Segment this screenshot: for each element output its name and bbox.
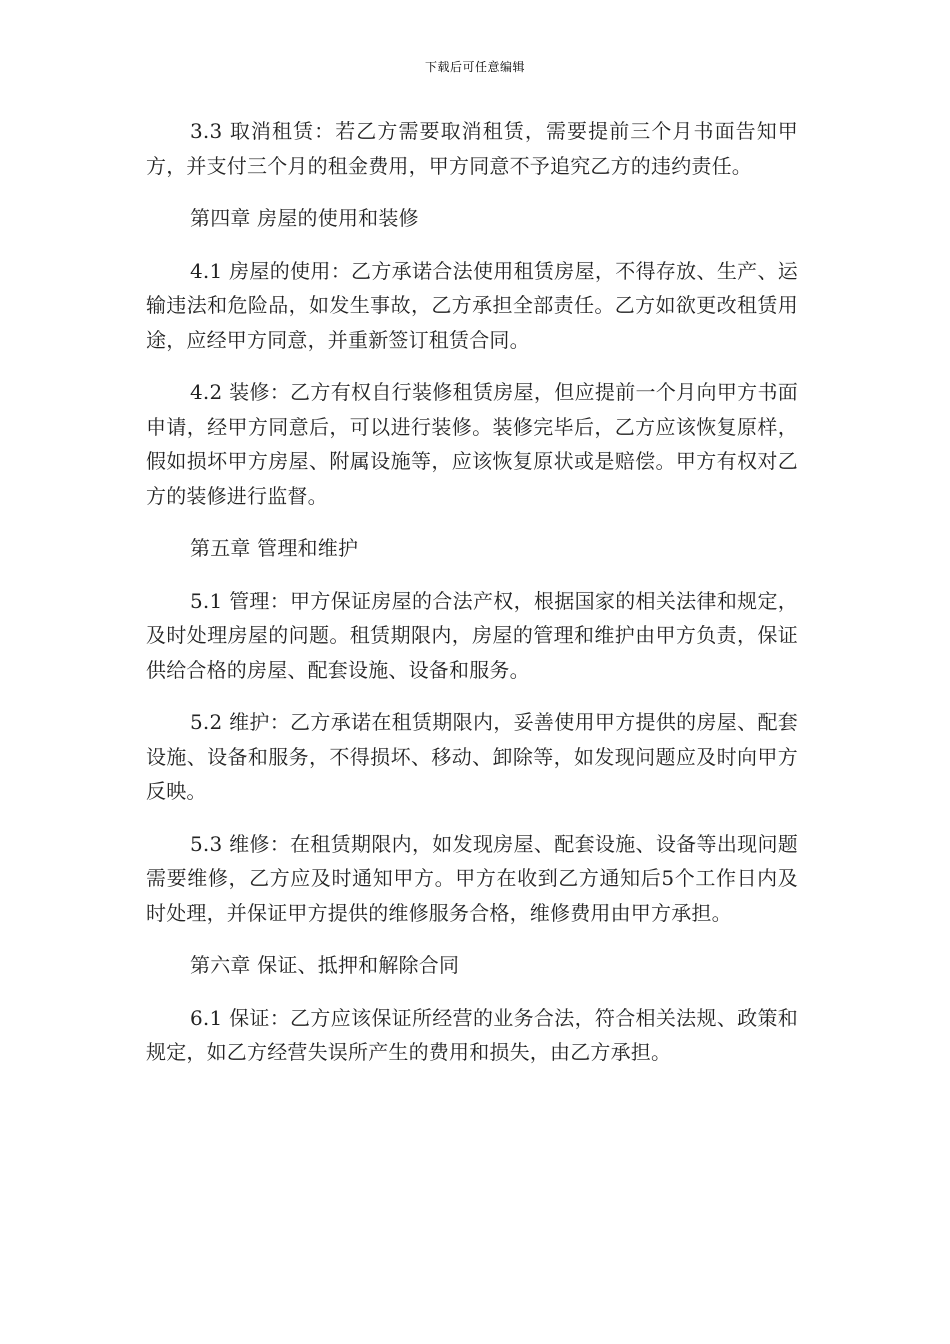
- clause-3-3: 3.3 取消租赁：若乙方需要取消租赁，需要提前三个月书面告知甲方，并支付三个月的租金费用，甲方同意不予追究乙方的违约责任。: [146, 119, 798, 178]
- clause-5-2: 5.2 维护：乙方承诺在租赁期限内，妥善使用甲方提供的房屋、配套设施、设备和服务，不得损坏、移动、卸除等，如发现问题应及时向甲方反映。: [146, 710, 798, 803]
- clause-5-1: 5.1 管理：甲方保证房屋的合法产权，根据国家的相关法律和规定，及时处理房屋的问题。租赁期限内，房屋的管理和维护由甲方负责，保证供给合格的房屋、配套设施、设备和服务。: [146, 588, 798, 682]
- chapter-4-title: 第四章 房屋的使用和装修: [190, 206, 419, 230]
- clause-4-2: 4.2 装修：乙方有权自行装修租赁房屋，但应提前一个月向甲方书面申请，经甲方同意后，可以进行装修。装修完毕后，乙方应该恢复原样，假如损坏甲方房屋、附属设施等，应该恢复原状或是赔偿。甲方有权对乙方的装修进行监督。: [146, 380, 798, 508]
- clause-5-3: 5.3 维修：在租赁期限内，如发现房屋、配套设施、设备等出现问题需要维修，乙方应及时通知甲方。甲方在收到乙方通知后5个工作日内及时处理，并保证甲方提供的维修服务合格，维修费用由甲方承担。: [146, 831, 798, 925]
- document-body: [146, 114, 798, 1088]
- clause-6-1: 6.1 保证：乙方应该保证所经营的业务合法，符合相关法规、政策和规定，如乙方经营失误所产生的费用和损失，由乙方承担。: [146, 1005, 798, 1064]
- chapter-6-title: 第六章 保证、抵押和解除合同: [190, 953, 460, 977]
- header-note: 下载后可任意编辑: [424, 60, 525, 74]
- chapter-5-title: 第五章 管理和维护: [190, 536, 359, 560]
- clause-4-1: 4.1 房屋的使用：乙方承诺合法使用租赁房屋，不得存放、生产、运输违法和危险品，如发生事故，乙方承担全部责任。乙方如欲更改租赁用途，应经甲方同意，并重新签订租赁合同。: [146, 258, 798, 352]
